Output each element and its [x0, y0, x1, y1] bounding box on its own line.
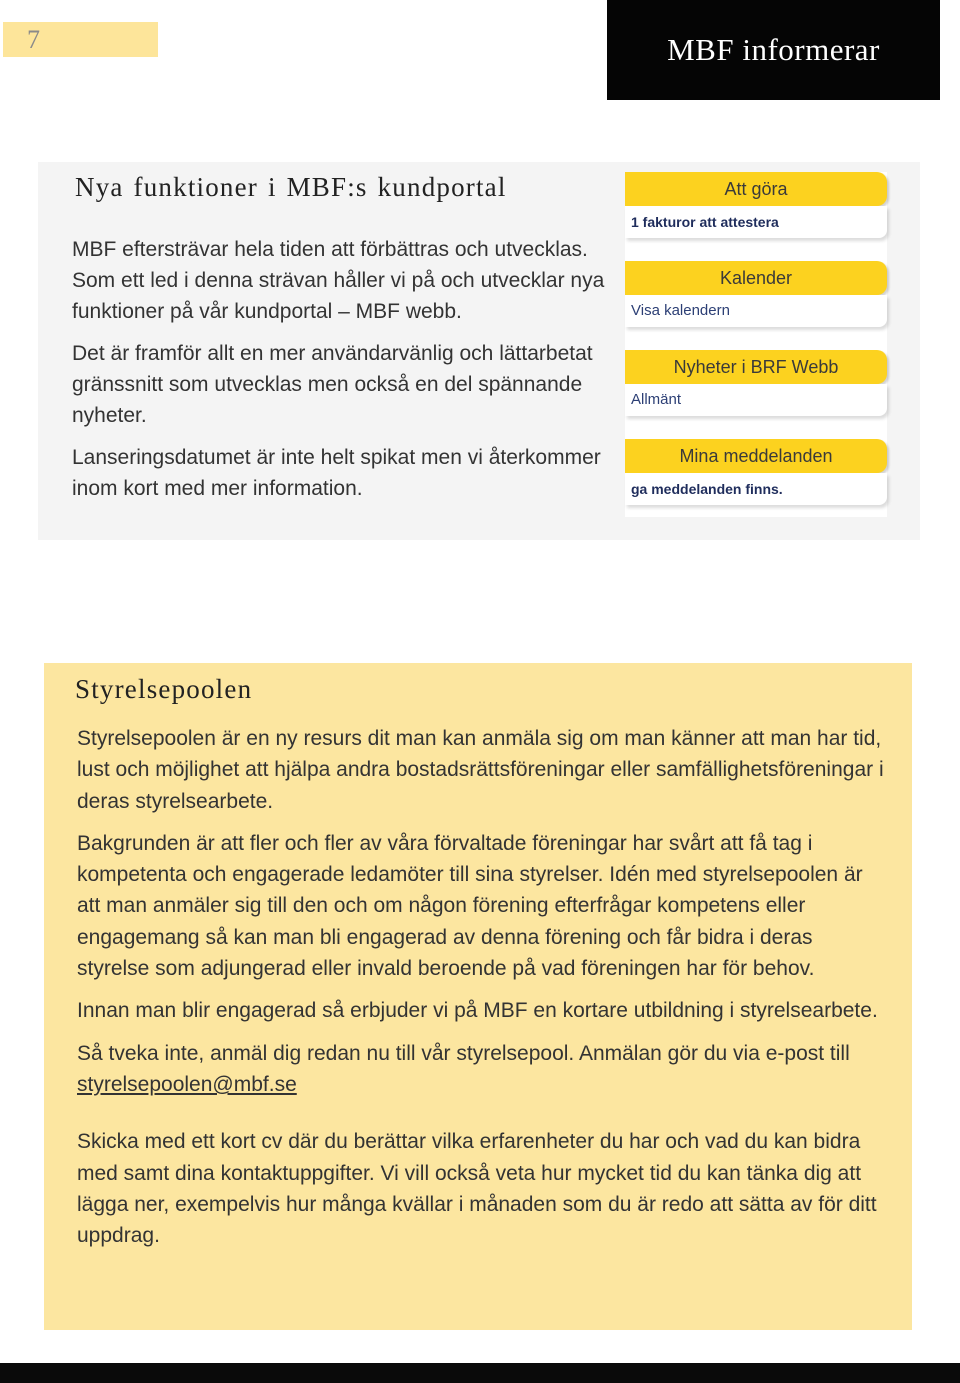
portal-block-news	[625, 350, 887, 420]
portal-link-invoices: 1 fakturor att attestera	[625, 206, 887, 238]
styrelsepoolen-paragraph	[77, 1038, 887, 1101]
portal-block-calendar	[625, 261, 887, 331]
portal-header-news: Nyheter i BRF Webb	[625, 350, 887, 384]
portal-link-calendar: Visa kalendern	[625, 295, 887, 327]
portal-block-todo	[625, 172, 887, 242]
portal-link-general: Allmänt	[625, 384, 887, 416]
styrelsepoolen-section	[44, 663, 912, 1330]
kundportal-heading: Nya funktioner i MBF:s kundportal	[75, 172, 507, 202]
styrelsepoolen-heading: Styrelsepoolen	[75, 674, 253, 704]
footer-bar	[0, 1363, 960, 1383]
styrelsepoolen-body	[77, 723, 887, 1251]
kundportal-paragraph: Det är framför allt en mer användarvänlig och lättarbetat gränssnitt som utvecklas men också en del spännande nyheter.	[72, 342, 593, 427]
portal-screenshot	[625, 172, 887, 517]
portal-text-messages: ga meddelanden finns.	[625, 473, 887, 505]
kundportal-body	[72, 234, 622, 504]
portal-header-calendar: Kalender	[625, 261, 887, 295]
signup-text: Så tveka inte, anmäl dig redan nu till vår styrelsepool. Anmälan gör du via e-post till	[77, 1041, 850, 1065]
kundportal-paragraph: MBF eftersträvar hela tiden att förbättras och utvecklas. Som ett led i denna strävan håller vi på och utvecklar nya funktioner på vår kundportal – MBF webb.	[72, 238, 605, 323]
styrelsepoolen-paragraph: Styrelsepoolen är en ny resurs dit man kan anmäla sig om man känner att man har tid, lust och möjlighet att hjälpa andra bostadsrättsföreningar eller samfällighetsföreningar i deras styrelsearbete.	[77, 727, 884, 813]
kundportal-paragraph: Lanseringsdatumet är inte helt spikat men vi återkommer inom kort med mer information.	[72, 446, 601, 500]
styrelsepoolen-paragraph: Skicka med ett kort cv där du berättar vilka erfarenheter du har och vad du kan bidra med samt dina kontaktuppgifter. Vi vill också veta hur mycket tid du kan tänka dig att lägga ner, exempelvis hur många kvällar i månaden som du är redo att sätta av för ditt uppdrag.	[77, 1130, 877, 1248]
masthead-title: MBF informerar	[607, 0, 940, 100]
portal-header-messages: Mina meddelanden	[625, 439, 887, 473]
styrelsepoolen-paragraph: Innan man blir engagerad så erbjuder vi på MBF en kortare utbildning i styrelsearbete.	[77, 999, 878, 1023]
email-link[interactable]: styrelsepoolen@mbf.se	[77, 1072, 297, 1096]
portal-header-todo: Att göra	[625, 172, 887, 206]
portal-block-messages	[625, 439, 887, 509]
styrelsepoolen-paragraph: Bakgrunden är att fler och fler av våra förvaltade föreningar har svårt att få tag i kompetenta och engagerade ledamöter till sina styrelser. Idén med styrelsepoolen är att man anmäler sig till den och om någon förening efterfrågar kompetens eller engagemang så kan man bli engagerad av denna förening och får bidra i deras styrelse som adjungerad eller invald beroende på vad föreningen har för behov.	[77, 831, 863, 981]
page-number: 7	[3, 22, 158, 57]
